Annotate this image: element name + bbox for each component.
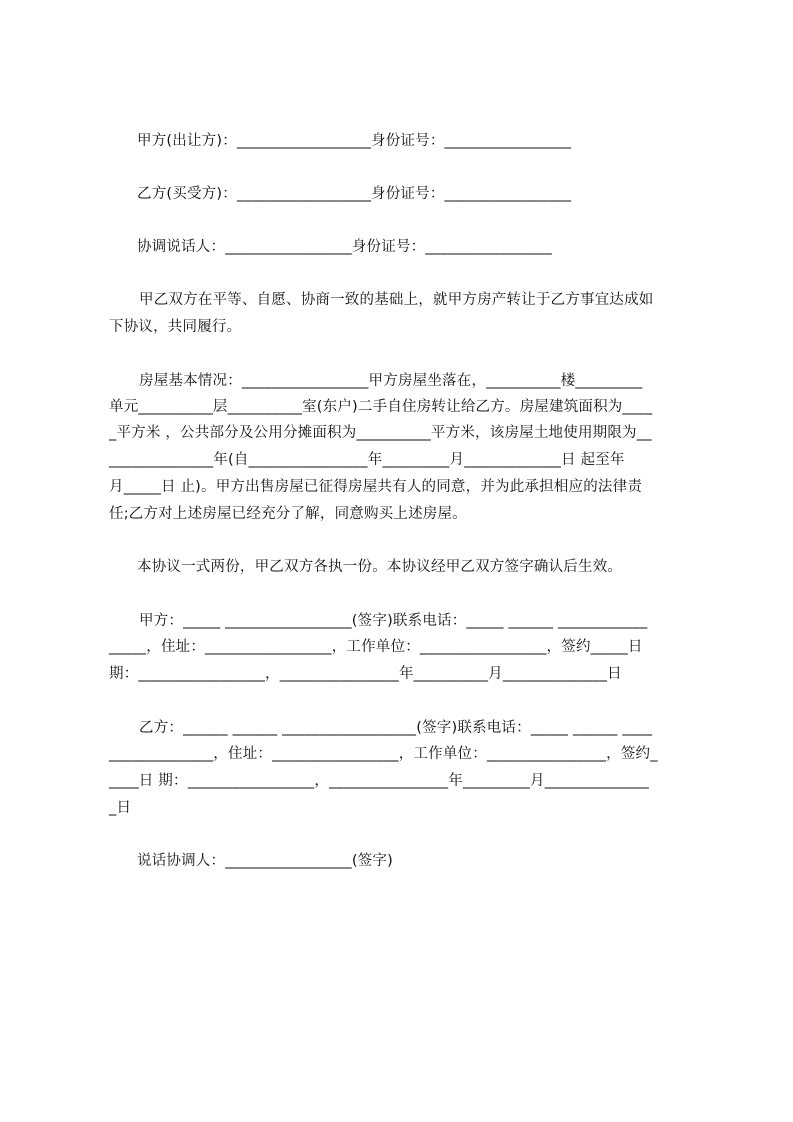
mediator-sign-line: 说话协调人：_________________(签字) xyxy=(137,853,393,869)
property-paragraph-line-2: 单元__________层__________室(东户)二手自住房转让给乙方。房屋建筑面积为____ xyxy=(109,399,653,415)
party-a-sign-line-2: _____，住址：_________________，工作单位：_________________，签约_____日 xyxy=(109,639,643,655)
property-paragraph-line-5: 月_____日 止)。甲方出售房屋已征得房屋共有人的同意，并为此承担相应的法律责 xyxy=(109,479,643,495)
party-b-sign-line-4: _日 xyxy=(109,800,132,816)
property-paragraph-line-6: 任;乙方对上述房屋已经充分了解，同意购买上述房屋。 xyxy=(109,506,467,522)
party-b-sign-line-3: ____日 期：_________________，________________年_________月______________ xyxy=(109,773,650,789)
property-paragraph-line-3: _平方米 ，公共部分及公用分摊面积为__________平方米，该房屋土地使用期限为__ xyxy=(109,425,652,441)
party-b-sign-line-2: ______________，住址：_________________，工作单位：________________，签约_ xyxy=(109,746,658,762)
party-a-sign-line-1: 甲方：_____ _________________(签字)联系电话：_____ ______ ____________ xyxy=(139,613,648,629)
party-a-line: 甲方(出让方)：__________________身份证号：_________________ xyxy=(137,133,572,149)
mediator-line: 协调说话人：_________________身份证号：_________________ xyxy=(137,239,552,255)
party-a-sign-line-3: 期：_________________，________________年__________月______________日 xyxy=(109,666,622,682)
copies-paragraph: 本协议一式两份，甲乙双方各执一份。本协议经甲乙双方签字确认后生效。 xyxy=(137,559,623,575)
intro-paragraph-line-2: 下协议，共同履行。 xyxy=(109,319,242,335)
intro-paragraph-line-1: 甲乙双方在平等、自愿、协商一致的基础上，就甲方房产转让于乙方事宜达成如 xyxy=(139,292,654,308)
party-b-sign-line-1: 乙方：______ ______ __________________(签字)联系电话：_____ ______ ____ xyxy=(139,720,653,736)
party-b-line: 乙方(买受方)：__________________身份证号：_________________ xyxy=(137,186,572,202)
property-paragraph-line-4: ______________年(自________________年_________月_____________日 起至年 xyxy=(109,452,625,468)
property-paragraph-line-1: 房屋基本情况：_________________甲方房屋坐落在，__________楼_________ xyxy=(139,373,643,389)
